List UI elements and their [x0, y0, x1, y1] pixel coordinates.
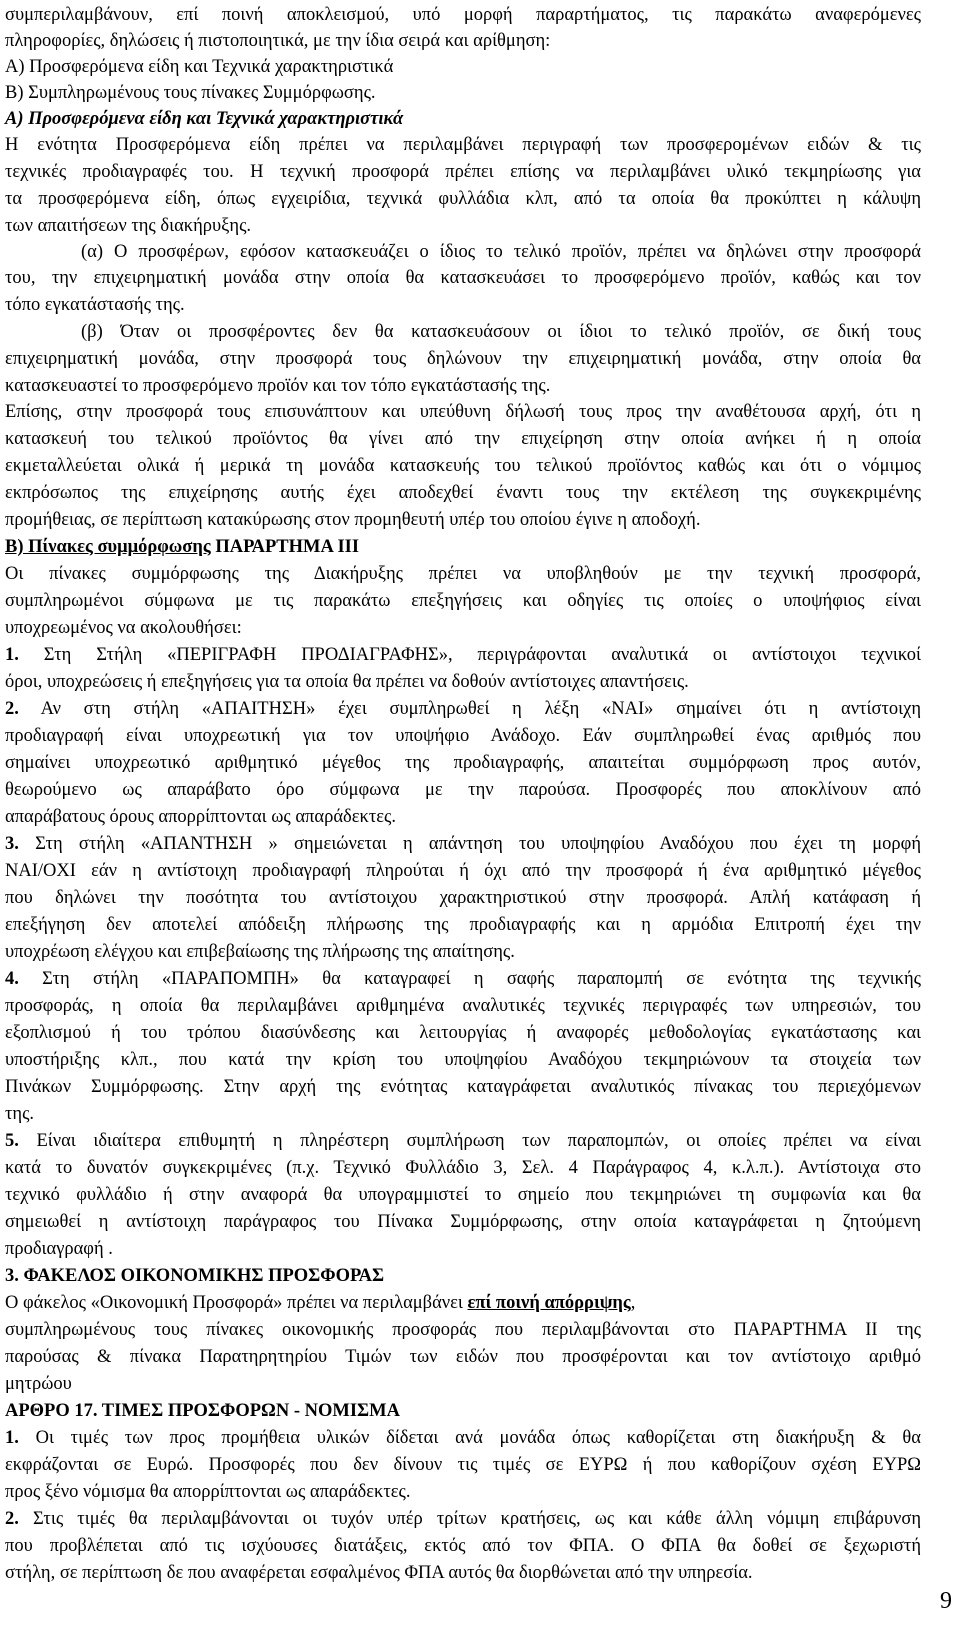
text-line: τόπο εγκατάστασής της.: [5, 295, 185, 315]
item-text: Στη στήλη «ΠΑΡΑΠΟΜΠΗ» θα καταγραφεί η σαφής παραπομπή σε ενότητα της τεχνικής: [18, 969, 921, 989]
text-line: προδιαγραφή είναι υποχρεωτική για τον υποψήφιο Ανάδοχο. Εάν συμπληρωθεί ένας αριθμός που: [5, 726, 921, 746]
text-line: παρούσας & πίνακα Παρατηρητηρίου Τιμών των ειδών που προσφέρονται και τον αντίστοιχο αριθμό: [5, 1347, 921, 1367]
heading-annex: ΠΑΡΑΡΤΗΜΑ ΙΙΙ: [210, 537, 360, 557]
text-line: όροι, υποχρεώσεις ή επεξηγήσεις για τα οποία θα πρέπει να δοθούν αντίστοιχες απαντήσεις.: [5, 672, 689, 692]
item-number: 2.: [5, 699, 19, 719]
text-line: τεχνικές προδιαγραφές του. Η τεχνική προσφορά πρέπει επίσης να περιλαμβάνει υλικό τεκμηρίωσης για: [5, 162, 921, 182]
section-heading: Α) Προσφερόμενα είδη και Τεχνικά χαρακτηριστικά: [5, 109, 404, 129]
item-number: 1.: [5, 645, 19, 665]
text-line: μητρώου: [5, 1374, 72, 1394]
text-line: τα προσφερόμενα είδη, όπως εγχειρίδια, τεχνικά φυλλάδια κλπ, από τα οποία θα προκύπτει η κάλυψη: [5, 189, 921, 209]
text-line: υποχρέωση ελέγχου και επιβεβαίωσης της πλήρωσης της απαίτησης.: [5, 942, 515, 962]
item-text: Στις τιμές θα περιλαμβάνονται οι τυχόν υπέρ τρίτων κρατήσεις, ως και κάθε άλλη νόμιμη επιβάρυνση: [18, 1509, 921, 1529]
heading-underlined: Β) Πίνακες συμμόρφωσης: [5, 537, 211, 557]
text-line: εκπρόσωπος της επιχείρησης αυτής έχει αποδεχθεί έναντι τους την εκτέλεση της συγκεκριμένης: [5, 483, 921, 503]
item-text: Στη στήλη «ΑΠΑΝΤΗΣΗ » σημειώνεται η απάντηση του υποψηφίου Αναδόχου που έχει τη μορφή: [18, 834, 921, 854]
section-heading: [5, 532, 921, 562]
text-line: (α) Ο προσφέρων, εφόσον κατασκευάζει ο ίδιος το τελικό προϊόν, πρέπει να δηλώνει στην προσφορά: [81, 242, 921, 262]
text-line: [5, 640, 921, 670]
text-line: συμπληρωμένους τους πίνακες οικονομικής προσφοράς που περιλαμβάνονται στο ΠΑΡΑΡΤΗΜΑ ΙΙ της: [5, 1320, 921, 1340]
text-span: ,: [630, 1293, 636, 1313]
text-line: [5, 1423, 921, 1453]
text-line: επεξήγηση δεν αποτελεί απόδειξη πλήρωσης της προδιαγραφής και η αρμόδια Επιτροπή έχει την: [5, 915, 921, 935]
text-line: [5, 694, 921, 724]
text-line: των απαιτήσεων της διακήρυξης.: [5, 216, 252, 236]
text-line: εξοπλισμού ή του τρόπου διασύνδεσης και λειτουργίας ή αναφορές μεθοδολογίας εγκατάστασης και: [5, 1023, 921, 1043]
text-line: Οι πίνακες συμμόρφωσης της Διακήρυξης πρέπει να υποβληθούν με την τεχνική προσφορά,: [5, 564, 921, 584]
text-line: Επίσης, στην προσφορά τους επισυνάπτουν και υπεύθυνη δήλωσή τους προς την αναθέτουσα αρχή, ότι η: [5, 402, 921, 422]
text-line: προμήθειας, σε περίπτωση κατακύρωσης στον προμηθευτή υπέρ του οποίου έγινε η αποδοχή.: [5, 510, 701, 530]
text-line: κατά το δυνατόν συγκεκριμένες (π.χ. Τεχνικό Φυλλάδιο 3, Σελ. 4 Παράγραφος 4, κ.λ.π.). Αντίστοιχα στο: [5, 1158, 921, 1178]
text-line: κατασκευή του τελικού προϊόντος θα γίνει από την επιχείρηση στην οποία ανήκει ή η οποία: [5, 429, 921, 449]
text-line: που προβλέπεται από τις ισχύουσες διατάξεις, εκτός από τον ΦΠΑ. Ο ΦΠΑ θα δοθεί σε ξεχωριστή: [5, 1536, 921, 1556]
text-line: επιχειρηματική μονάδα, στην προσφορά τους δηλώνουν την επιχειρηματική μονάδα, στην οποία θα: [5, 349, 921, 369]
text-line: τεχνικό φυλλάδιο ή στην αναφορά θα υπογραμμιστεί το σημείο που τεκμηριώνει τη συμφωνία και θα: [5, 1185, 921, 1205]
text-line: προσφοράς, η οποία θα περιλαμβάνει αριθμημένα αναλυτικές τεχνικές περιγραφές των υπηρεσιών, του: [5, 996, 921, 1016]
item-number: 3.: [5, 834, 19, 854]
text-line: σημειωθεί η αντίστοιχη παράγραφος του Πίνακα Συμμόρφωσης, στην οποία καταγράφεται η ζητούμενη: [5, 1212, 921, 1232]
text-line: στήλη, σε περίπτωση δε που αναφέρεται εσφαλμένος ΦΠΑ αυτός θα διορθώνεται από την υπηρεσία.: [5, 1563, 753, 1583]
text-line: συμπληρωμένοι σύμφωνα με τις παρακάτω επεξηγήσεις και οδηγίες τις οποίες ο υποψήφιος είναι: [5, 591, 921, 611]
text-line: εκμεταλλεύεται ολικά ή μερικά τη μονάδα κατασκευής του τελικού προϊόντος καθώς και ότι ο νόμιμος: [5, 456, 921, 476]
section-heading: 3. ΦΑΚΕΛΟΣ ΟΙΚΟΝΟΜΙΚΗΣ ΠΡΟΣΦΟΡΑΣ: [5, 1266, 385, 1286]
item-text: Αν στη στήλη «ΑΠΑΙΤΗΣΗ» έχει συμπληρωθεί η λέξη «ΝΑΙ» σημαίνει ότι η αντίστοιχη: [18, 699, 921, 719]
text-line: σημαίνει υποχρεωτικό αριθμητικό μέγεθος της προδιαγραφής, απαιτείται συμμόρφωση προς αυτόν,: [5, 753, 921, 773]
item-text: Στη Στήλη «ΠΕΡΙΓΡΑΦΗ ΠΡΟΔΙΑΓΡΑΦΗΣ», περιγράφονται αναλυτικά οι αντίστοιχοι τεχνικοί: [18, 645, 921, 665]
text-line: Η ενότητα Προσφερόμενα είδη πρέπει να περιλαμβάνει περιγραφή των προσφερομένων ειδών & τις: [5, 135, 921, 155]
text-span: Ο φάκελος «Οικονομική Προσφορά» πρέπει να περιλαμβάνει: [5, 1293, 468, 1313]
article-heading: ΑΡΘΡΟ 17. ΤΙΜΕΣ ΠΡΟΣΦΟΡΩΝ - ΝΟΜΙΣΜΑ: [5, 1401, 400, 1421]
text-line: εκφράζονται σε Ευρώ. Προσφορές που δεν δίνουν τις τιμές σε ΕΥΡΩ ή που καθορίζουν σχέση ΕΥΡΩ: [5, 1455, 921, 1475]
text-line: Β) Συμπληρωμένους τους πίνακες Συμμόρφωσης.: [5, 83, 376, 103]
text-line: προς ξένο νόμισμα θα απορρίπτονται ως απαράδεκτες.: [5, 1482, 411, 1502]
item-number: 5.: [5, 1131, 19, 1151]
text-line: Πινάκων Συμμόρφωσης. Στην αρχή της ενότητας καταγράφεται αναλυτικός πίνακας του περιεχόμενων: [5, 1077, 921, 1097]
text-line: της.: [5, 1104, 35, 1124]
item-text: Είναι ιδιαίτερα επιθυμητή η πληρέστερη συμπλήρωση των παραπομπών, οι οποίες πρέπει να είναι: [18, 1131, 921, 1151]
item-number: 1.: [5, 1428, 19, 1448]
text-line: υποχρεωμένος να ακολουθήσει:: [5, 618, 242, 638]
item-text: Οι τιμές των προς προμήθεια υλικών δίδεται ανά μονάδα όπως καθορίζεται στη διακήρυξη & θα: [18, 1428, 921, 1448]
item-number: 4.: [5, 969, 19, 989]
text-line: θεωρούμενο ως απαράβατο όρο σύμφωνα με την παρούσα. Προσφορές που αποκλίνουν από: [5, 780, 921, 800]
page-number: 9: [940, 1588, 952, 1614]
text-line: [5, 964, 921, 994]
text-line: [5, 1126, 921, 1156]
text-line: προδιαγραφή .: [5, 1239, 113, 1259]
text-line: πληροφορίες, δηλώσεις ή πιστοποιητικά, με την ίδια σειρά και αρίθμηση:: [5, 31, 551, 51]
text-line: που δηλώνει την ποσότητα του αντίστοιχου χαρακτηριστικού στην προσφορά. Απλή κατάφαση ή: [5, 888, 921, 908]
text-line: [5, 1504, 921, 1534]
text-line: [5, 829, 921, 859]
text-line: κατασκευαστεί το προσφερόμενο προϊόν και τον τόπο εγκατάστασής της.: [5, 376, 551, 396]
text-line: του, την επιχειρηματική μονάδα στην οποία θα κατασκευάσει το προσφερόμενο προϊόν, καθώς και τον: [5, 268, 921, 288]
emphasis-underlined: επί ποινή απόρριψης: [467, 1293, 631, 1313]
text-line: Α) Προσφερόμενα είδη και Τεχνικά χαρακτηριστικά: [5, 57, 394, 77]
text-line: συμπεριλαμβάνουν, επί ποινή αποκλεισμού, υπό μορφή παραρτήματος, τις παρακάτω αναφερόμενες: [5, 5, 921, 25]
text-line: υποστήριξης κλπ., που κατά την κρίση του υποψηφίου Αναδόχου τεκμηριώνουν τα στοιχεία των: [5, 1050, 921, 1070]
text-line: ΝΑΙ/ΟΧΙ εάν η αντίστοιχη προδιαγραφή πληρούται ή όχι από την προσφορά ή ένα αριθμητικό μέγεθος: [5, 861, 921, 881]
item-number: 2.: [5, 1509, 19, 1529]
text-line: (β) Όταν οι προσφέροντες δεν θα κατασκευάσουν οι ίδιοι το τελικό προϊόν, σε δική τους: [81, 322, 921, 342]
text-line: [5, 1288, 921, 1318]
text-line: απαράβατους όρους απορρίπτονται ως απαράδεκτες.: [5, 807, 396, 827]
